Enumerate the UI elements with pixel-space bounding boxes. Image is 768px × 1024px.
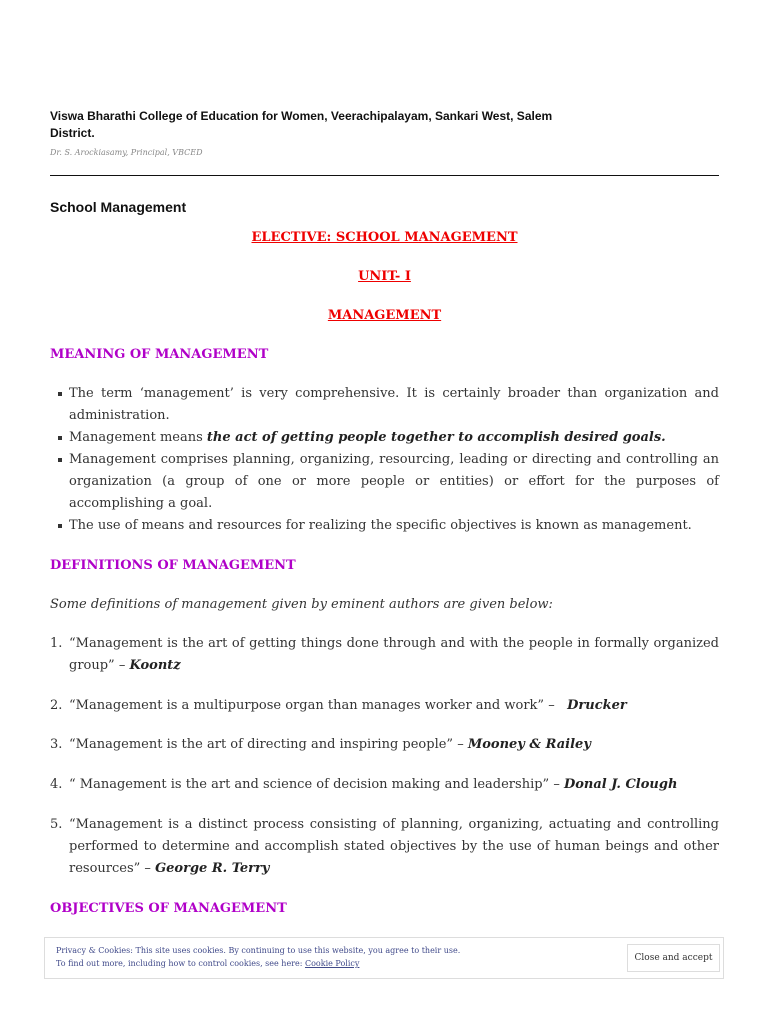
list-item <box>50 383 719 427</box>
definition-quote: “ Management is the art and science of decision making and leadership” – <box>69 777 560 792</box>
definition-author: Mooney & Railey <box>467 737 591 752</box>
cookie-text <box>56 944 460 970</box>
definitions-heading: DEFINITIONS OF MANAGEMENT <box>50 558 296 573</box>
definition-quote: “Management is the art of getting things done through and with the people in formally organized group” – <box>69 636 719 673</box>
definition-item <box>50 695 719 717</box>
cookie-line-1: Privacy & Cookies: This site uses cookies. By continuing to use this website, you agree to their use. <box>56 946 461 955</box>
definition-author: Donal J. Clough <box>563 777 678 792</box>
definition-author: George R. Terry <box>155 861 270 876</box>
list-item <box>50 515 719 537</box>
meaning-heading: MEANING OF MANAGEMENT <box>50 347 269 362</box>
definition-author: Koontz <box>129 658 181 673</box>
definitions-list <box>50 633 719 880</box>
list-item <box>50 427 719 449</box>
header-divider <box>50 175 719 176</box>
management-heading: MANAGEMENT <box>327 308 442 323</box>
meaning-list <box>50 383 719 537</box>
list-number: 4. <box>50 777 63 792</box>
site-description: Dr. S. Arockiasamy, Principal, VBCED <box>50 148 203 157</box>
list-item-text: Management comprises planning, organizing, resourcing, leading or directing and controlling an organization (a group of one or more people or entities) or effort for the purposes of accomplishing a goal. <box>69 452 719 511</box>
list-item-text: Management means <box>69 430 207 445</box>
objectives-heading: OBJECTIVES OF MANAGEMENT <box>50 901 287 916</box>
post-content <box>50 229 719 918</box>
close-and-accept-button[interactable]: Close and accept <box>627 944 720 972</box>
cookie-policy-link[interactable]: Cookie Policy <box>304 959 360 968</box>
unit-heading: UNIT- I <box>358 269 411 284</box>
definitions-intro: Some definitions of management given by eminent authors are given below: <box>50 597 553 612</box>
cookie-line-2-text: To find out more, including how to control cookies, see here: <box>56 959 305 968</box>
definition-quote: “Management is the art of directing and inspiring people” – <box>69 737 464 752</box>
definition-item <box>50 734 719 756</box>
list-item <box>50 449 719 515</box>
list-number: 3. <box>50 737 63 752</box>
definition-item <box>50 774 719 796</box>
definition-author: Drucker <box>567 698 627 713</box>
list-item-text: The term ‘management’ is very comprehensive. It is certainly broader than organization and administration. <box>69 386 719 423</box>
post-title: School Management <box>50 199 187 215</box>
definition-item <box>50 633 719 677</box>
emphasis-text: the act of getting people together to accomplish desired goals. <box>206 430 666 445</box>
cookie-banner <box>44 937 724 979</box>
site-title[interactable]: Viswa Bharathi College of Education for Women, Veerachipalayam, Sankari West, Salem District. <box>50 109 553 140</box>
elective-heading: ELECTIVE: SCHOOL MANAGEMENT <box>251 230 518 245</box>
list-number: 2. <box>50 698 63 713</box>
site-header <box>50 108 570 157</box>
definition-item <box>50 814 719 880</box>
list-item-text: The use of means and resources for realizing the specific objectives is known as management. <box>69 518 692 533</box>
definition-quote: “Management is a distinct process consisting of planning, organizing, actuating and controlling performed to determine and accomplish stated objectives by the use of human beings and other resources” – <box>69 817 719 876</box>
definition-quote: “Management is a multipurpose organ than manages worker and work” – <box>69 698 555 713</box>
list-number: 5. <box>50 817 63 832</box>
cookie-line-2 <box>56 957 460 970</box>
list-number: 1. <box>50 636 63 651</box>
